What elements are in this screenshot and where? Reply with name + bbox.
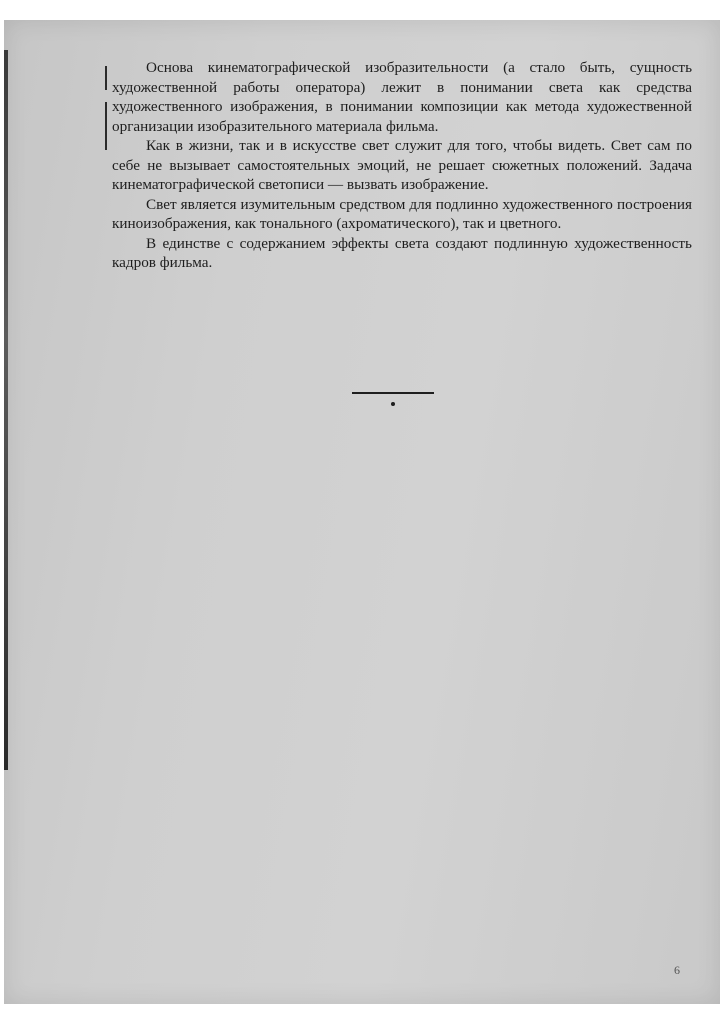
margin-mark (105, 66, 107, 90)
body-text (112, 58, 692, 273)
section-separator (352, 392, 434, 394)
paragraph-1: Основа кинематографической изобразительности (а стало быть, сущность художественной работы оператора) лежит в понимании света как средства художественного изображения, в понимании композиции как метода художественной организации изобразительного материала фильма. (112, 59, 692, 135)
page-binding-edge (4, 50, 8, 770)
separator-dot (391, 402, 395, 406)
paragraph-3: Свет является изумительным средством для подлинно художественного построения киноизображения, как тонального (ахроматического), так и цветного. (112, 195, 692, 232)
margin-mark (105, 102, 107, 150)
page-number: 6 (674, 963, 680, 977)
paragraph-2: Как в жизни, так и в искусстве свет служит для того, чтобы видеть. Свет сам по себе не вызывает самостоятельных эмоций, не решает сюжетных положений. Задача кинематографической светописи — вызвать изображение. (112, 137, 692, 193)
paragraph-4: В единстве с содержанием эффекты света создают подлинную художественность кадров фильма. (112, 234, 692, 271)
